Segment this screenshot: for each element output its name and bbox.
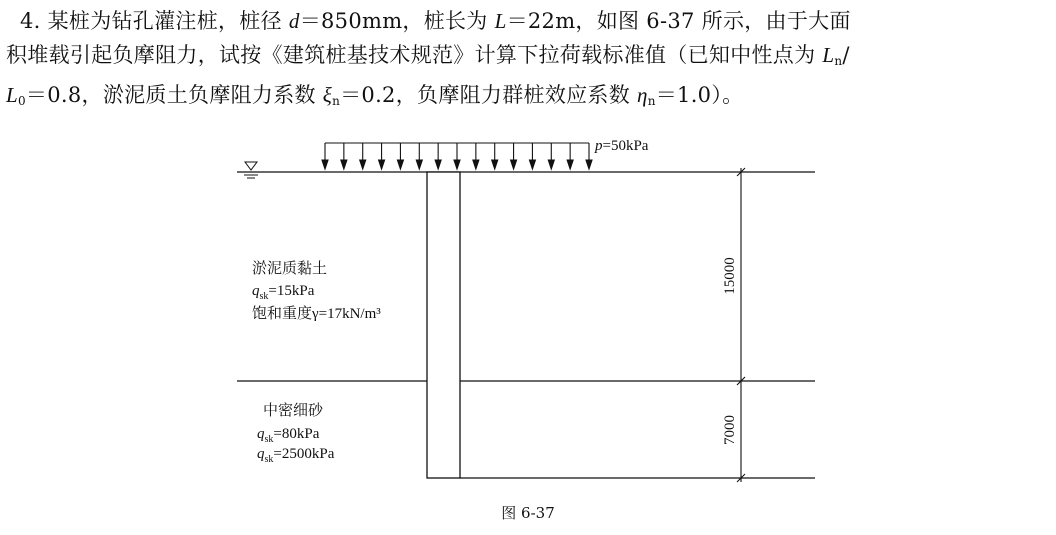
load-arrow-head — [360, 160, 366, 169]
var-L: L — [494, 9, 507, 33]
load-arrow-head — [322, 160, 328, 169]
dim-lower-label: 7000 — [722, 415, 738, 445]
var-L0: L — [6, 83, 18, 107]
pile — [427, 172, 460, 478]
load-arrow-head — [492, 160, 498, 169]
load-arrow-head — [567, 160, 573, 169]
load-label: p=50kPa — [595, 138, 649, 154]
water-table-icon — [244, 162, 258, 178]
load-arrow-head — [397, 160, 403, 169]
layer1-name: 淤泥质黏土 — [252, 261, 328, 277]
dimension-line — [737, 168, 745, 482]
load-arrow-head — [586, 160, 592, 169]
load-arrow-head — [473, 160, 479, 169]
var-d: d — [288, 9, 300, 33]
text-segment: ＝1.0）。 — [655, 83, 744, 107]
text-segment: 积堆载引起负摩阻力，试按《建筑桩基技术规范》计算下拉荷载标准值（已知中性点为 — [6, 43, 823, 67]
text-segment: 4. 某桩为钻孔灌注桩，桩径 — [20, 9, 289, 33]
layer2-qsk-2: $q_{sk}=2500kPa$ — [257, 446, 335, 465]
var-Ln: L — [822, 43, 835, 67]
load-arrows — [322, 143, 592, 169]
load-arrow-head — [416, 160, 422, 169]
var-xi: ξ — [322, 83, 333, 107]
layer1-qsk: $q_{sk}=15kPa$ — [252, 283, 315, 302]
dim-upper-label: 15000 — [722, 257, 738, 295]
load-arrow-head — [341, 160, 347, 169]
load-arrow-head — [435, 160, 441, 169]
load-arrow-head — [548, 160, 554, 169]
load-arrow-head — [379, 160, 385, 169]
text-segment: ＝850mm，桩长为 — [299, 9, 495, 33]
load-arrow-head — [529, 160, 535, 169]
var-eta: η — [637, 83, 648, 107]
sub-n: n — [332, 94, 341, 108]
text-segment: ＝0.8，淤泥质土负摩阻力系数 — [25, 83, 323, 107]
sub-n: n — [647, 94, 656, 108]
sub-0: 0 — [17, 94, 26, 108]
load-arrow-head — [454, 160, 460, 169]
layer2-name: 中密细砂 — [263, 403, 324, 419]
text-segment: / — [842, 43, 850, 67]
text-segment: ＝0.2，负摩阻力群桩效应系数 — [340, 83, 637, 107]
sub-n: n — [834, 54, 843, 68]
layer1-gamma: 饱和重度γ=17kN/m³ — [252, 306, 381, 322]
text-segment: ＝22m，如图 6-37 所示，由于大面 — [506, 9, 851, 33]
layer2-qsk-1: $q_{sk}=80kPa$ — [257, 426, 320, 445]
figure-caption: 图 6-37 — [501, 504, 555, 522]
load-arrow-head — [511, 160, 517, 169]
